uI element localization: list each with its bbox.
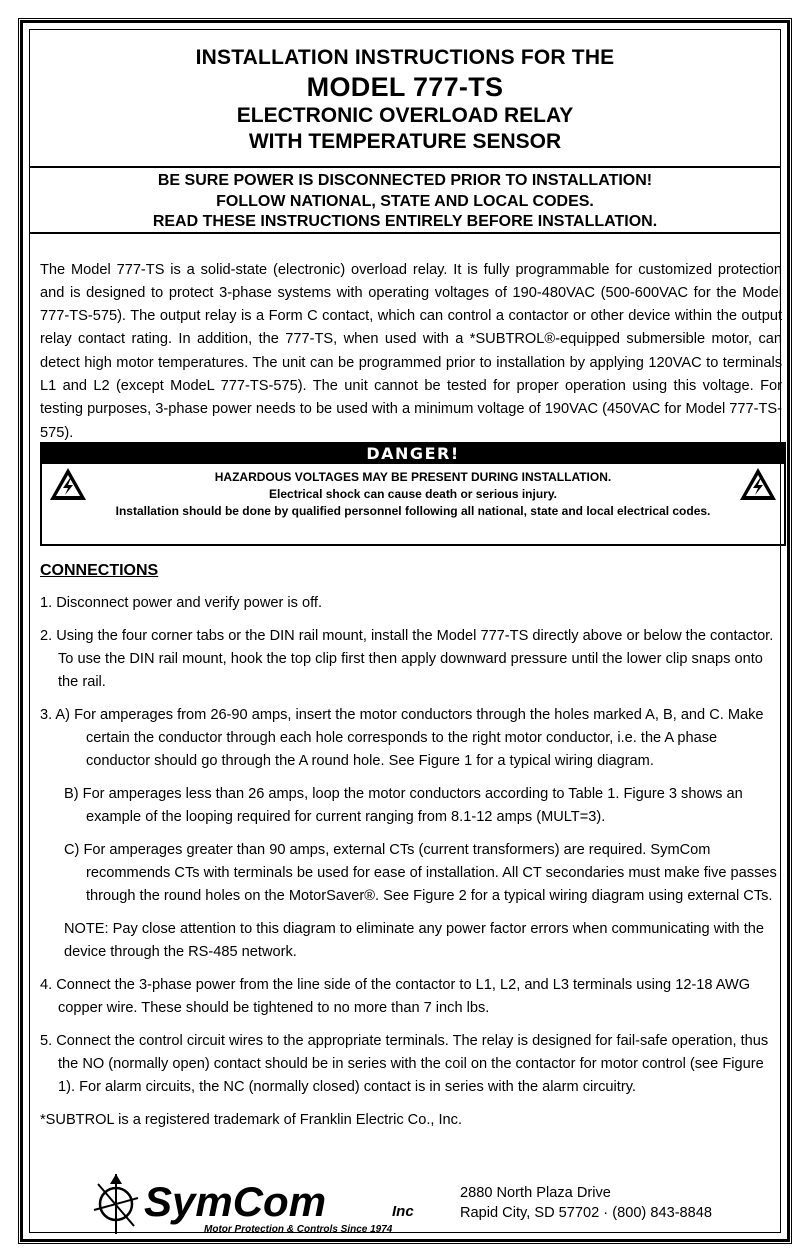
intro-paragraph: The Model 777-TS is a solid-state (electronic) overload relay. It is fully programmable for customized protection and is designed to protect 3-phase systems with operating voltages of 190-480VAC (500-600VAC for the Model 777-TS-575). The output relay is a Form C contact, which can control a contactor or other device within the output relay contact rating. In addition, the 777-TS, when used with a *SUBTROL®-equipped submersible motor, can detect high motor temperatures. The unit can be programmed prior to installation by applying 120VAC to terminals L1 and L2 (except ModeL 777-TS-575). The unit cannot be tested for proper operation using this voltage. For testing purposes, 3-phase power needs to be used with a minimum voltage of 190VAC (450VAC for Model 777-TS-575). — [40, 261, 782, 441]
address — [460, 1183, 712, 1223]
title-line-4: WITH TEMPERATURE SENSOR — [248, 130, 562, 153]
danger-line-3: Installation should be done by qualified personnel following all national, state and local electrical codes. — [115, 504, 711, 518]
title-block — [30, 30, 780, 168]
logo-name: SymCom — [144, 1178, 327, 1225]
power-warning-block — [30, 168, 780, 234]
model-title: MODEL 777-TS — [306, 72, 504, 102]
logo-tagline: Motor Protection & Controls Since 1974 — [204, 1224, 393, 1235]
note: NOTE: Pay close attention to this diagram to eliminate any power factor errors when communicating with the device through the RS-485 network. — [64, 921, 765, 960]
address-line-2: Rapid City, SD 57702 · (800) 843-8848 — [460, 1205, 713, 1221]
danger-heading: DANGER! — [42, 444, 784, 464]
step-3a: 3. A) For amperages from 26-90 amps, insert the motor conductors through the holes marked A, B, and C. Make certain the conductor through each hole corresponds to the right motor conductor, i.e. the A phase conductor should go through the A round hole. See Figure 1 for a typical wiring diagram. — [40, 707, 764, 769]
step-3c: C) For amperages greater than 90 amps, external CTs (current transformers) are required. SymCom recommends CTs with terminals be used for ease of installation. All CT secondaries must make five passes through the round holes on the MotorSaver®. See Figure 2 for a typical wiring diagram using external CTs. — [64, 842, 777, 904]
danger-box — [40, 442, 786, 546]
symcom-logo — [90, 1170, 450, 1242]
inner-border — [29, 29, 781, 1233]
logo-suffix: Inc — [392, 1203, 414, 1220]
address-line-1: 2880 North Plaza Drive — [460, 1185, 611, 1201]
danger-line-1: HAZARDOUS VOLTAGES MAY BE PRESENT DURING INSTALLATION. — [214, 470, 612, 484]
connections-heading: CONNECTIONS — [40, 562, 159, 579]
warning-line-3: READ THESE INSTRUCTIONS ENTIRELY BEFORE INSTALLATION. — [152, 213, 658, 230]
title-line-1: INSTALLATION INSTRUCTIONS FOR THE — [195, 46, 615, 69]
step-3b: B) For amperages less than 26 amps, loop the motor conductors according to Table 1. Figure 3 shows an example of the looping required for current ranging from 8.1-12 amps (MULT=3). — [64, 786, 743, 825]
step-4: 4. Connect the 3-phase power from the line side of the contactor to L1, L2, and L3 terminals using 12-18 AWG copper wire. These should be tightened to no more than 7 inch lbs. — [40, 977, 751, 1016]
step-5: 5. Connect the control circuit wires to the appropriate terminals. The relay is designed for fail-safe operation, thus the NO (normally open) contact should be in series with the coil on the contactor for motor control (see Figure 1). For alarm circuits, the NC (normally closed) contact is in series with the alarm circuitry. — [40, 1033, 769, 1095]
danger-body — [42, 464, 784, 542]
step-1: 1. Disconnect power and verify power is off. — [40, 595, 323, 611]
warning-line-1: BE SURE POWER IS DISCONNECTED PRIOR TO INSTALLATION! — [157, 172, 653, 189]
title-line-3: ELECTRONIC OVERLOAD RELAY — [236, 104, 574, 127]
page-border — [20, 20, 790, 1242]
high-voltage-icon — [738, 466, 778, 502]
danger-line-2: Electrical shock can cause death or serious injury. — [269, 487, 557, 501]
warning-line-2: FOLLOW NATIONAL, STATE AND LOCAL CODES. — [216, 193, 594, 210]
connection-steps — [40, 592, 782, 1142]
step-2: 2. Using the four corner tabs or the DIN rail mount, install the Model 777-TS directly above or below the contactor. To use the DIN rail mount, hook the top clip first then apply downward pressure until the lower clip snaps onto the rail. — [40, 628, 774, 690]
trademark-note: *SUBTROL is a registered trademark of Franklin Electric Co., Inc. — [40, 1112, 463, 1128]
